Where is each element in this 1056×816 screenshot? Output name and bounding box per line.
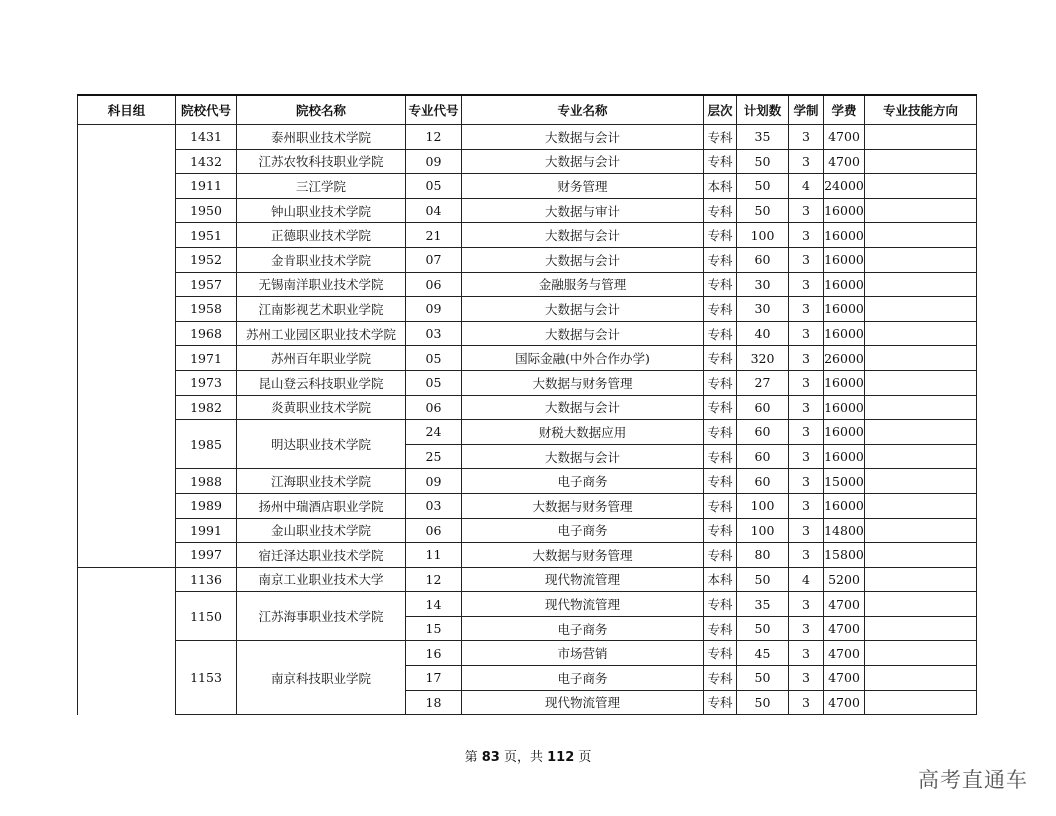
cell-level: 专科 (704, 420, 737, 445)
cell-major-code: 12 (406, 567, 462, 592)
cell-major-code: 09 (406, 149, 462, 174)
cell-major-name: 金融服务与管理 (462, 272, 704, 297)
cell-plan-count: 100 (737, 518, 789, 543)
cell-tuition: 4700 (824, 690, 865, 715)
cell-duration: 3 (789, 543, 824, 568)
table-row (78, 125, 977, 150)
cell-school-name: 宿迁泽达职业技术学院 (237, 543, 406, 568)
cell-major-name: 现代物流管理 (462, 592, 704, 617)
cell-tuition: 16000 (824, 321, 865, 346)
cell-tuition: 24000 (824, 174, 865, 199)
cell-school-code: 1968 (176, 321, 237, 346)
cell-plan-count: 60 (737, 395, 789, 420)
cell-plan-count: 50 (737, 149, 789, 174)
cell-skill-direction (865, 592, 977, 617)
cell-level: 专科 (704, 518, 737, 543)
cell-level: 专科 (704, 272, 737, 297)
cell-major-name: 电子商务 (462, 666, 704, 691)
header-plan-count: 计划数 (737, 95, 789, 125)
cell-school-name: 扬州中瑞酒店职业学院 (237, 493, 406, 518)
cell-duration: 3 (789, 149, 824, 174)
cell-major-code: 09 (406, 469, 462, 494)
cell-skill-direction (865, 543, 977, 568)
cell-school-code: 1432 (176, 149, 237, 174)
cell-plan-count: 320 (737, 346, 789, 371)
cell-level: 专科 (704, 493, 737, 518)
cell-school-code: 1988 (176, 469, 237, 494)
cell-skill-direction (865, 616, 977, 641)
page-footer (0, 746, 1056, 765)
cell-school-name: 明达职业技术学院 (237, 420, 406, 469)
cell-major-name: 市场营销 (462, 641, 704, 666)
cell-school-name: 江南影视艺术职业学院 (237, 297, 406, 322)
cell-school-name: 苏州工业园区职业技术学院 (237, 321, 406, 346)
cell-major-name: 电子商务 (462, 518, 704, 543)
cell-duration: 3 (789, 272, 824, 297)
cell-plan-count: 60 (737, 444, 789, 469)
cell-major-code: 16 (406, 641, 462, 666)
cell-school-code: 1958 (176, 297, 237, 322)
cell-plan-count: 100 (737, 493, 789, 518)
cell-duration: 3 (789, 616, 824, 641)
cell-tuition: 16000 (824, 247, 865, 272)
cell-level: 专科 (704, 395, 737, 420)
cell-tuition: 16000 (824, 493, 865, 518)
cell-major-name: 电子商务 (462, 616, 704, 641)
cell-duration: 4 (789, 174, 824, 199)
cell-major-name: 大数据与会计 (462, 125, 704, 150)
cell-tuition: 4700 (824, 616, 865, 641)
cell-tuition: 16000 (824, 198, 865, 223)
cell-plan-count: 50 (737, 666, 789, 691)
cell-major-name: 大数据与会计 (462, 321, 704, 346)
cell-major-code: 24 (406, 420, 462, 445)
cell-plan-count: 100 (737, 223, 789, 248)
cell-school-name: 金肯职业技术学院 (237, 247, 406, 272)
cell-school-name: 江苏海事职业技术学院 (237, 592, 406, 641)
cell-major-name: 大数据与财务管理 (462, 370, 704, 395)
cell-subject-group (78, 125, 176, 568)
cell-duration: 3 (789, 247, 824, 272)
cell-plan-count: 60 (737, 420, 789, 445)
table-row (78, 395, 977, 420)
footer-page-number: 83 (481, 750, 500, 765)
cell-plan-count: 50 (737, 567, 789, 592)
cell-school-name: 江苏农牧科技职业学院 (237, 149, 406, 174)
table-row (78, 370, 977, 395)
cell-major-name: 大数据与会计 (462, 223, 704, 248)
cell-major-code: 05 (406, 370, 462, 395)
cell-major-code: 25 (406, 444, 462, 469)
cell-school-name: 炎黄职业技术学院 (237, 395, 406, 420)
cell-duration: 3 (789, 493, 824, 518)
cell-school-code: 1997 (176, 543, 237, 568)
cell-school-code: 1985 (176, 420, 237, 469)
cell-school-code: 1431 (176, 125, 237, 150)
cell-school-code: 1991 (176, 518, 237, 543)
footer-middle: 页，共 (499, 750, 548, 765)
table-row (78, 223, 977, 248)
cell-duration: 3 (789, 420, 824, 445)
cell-level: 专科 (704, 321, 737, 346)
cell-tuition: 4700 (824, 125, 865, 150)
cell-duration: 3 (789, 690, 824, 715)
cell-major-name: 大数据与财务管理 (462, 543, 704, 568)
cell-plan-count: 45 (737, 641, 789, 666)
cell-major-code: 03 (406, 493, 462, 518)
cell-school-code: 1950 (176, 198, 237, 223)
table-row (78, 469, 977, 494)
cell-plan-count: 40 (737, 321, 789, 346)
header-major-code: 专业代号 (406, 95, 462, 125)
cell-skill-direction (865, 395, 977, 420)
cell-school-name: 无锡南洋职业技术学院 (237, 272, 406, 297)
footer-suffix: 页 (574, 750, 592, 765)
cell-major-code: 06 (406, 272, 462, 297)
table-row (78, 297, 977, 322)
cell-plan-count: 50 (737, 174, 789, 199)
cell-skill-direction (865, 493, 977, 518)
cell-tuition: 16000 (824, 272, 865, 297)
cell-major-code: 03 (406, 321, 462, 346)
cell-duration: 3 (789, 395, 824, 420)
footer-prefix: 第 (464, 750, 482, 765)
cell-major-code: 06 (406, 518, 462, 543)
cell-level: 本科 (704, 174, 737, 199)
cell-level: 专科 (704, 223, 737, 248)
cell-level: 专科 (704, 247, 737, 272)
cell-tuition: 16000 (824, 223, 865, 248)
cell-tuition: 4700 (824, 592, 865, 617)
table-row (78, 174, 977, 199)
cell-plan-count: 60 (737, 247, 789, 272)
cell-level: 专科 (704, 297, 737, 322)
table-row (78, 149, 977, 174)
cell-school-code: 1957 (176, 272, 237, 297)
header-tuition: 学费 (824, 95, 865, 125)
header-level: 层次 (704, 95, 737, 125)
cell-school-name: 江海职业技术学院 (237, 469, 406, 494)
cell-school-code: 1973 (176, 370, 237, 395)
cell-duration: 3 (789, 518, 824, 543)
table-row (78, 198, 977, 223)
cell-tuition: 4700 (824, 641, 865, 666)
table-row (78, 272, 977, 297)
cell-tuition: 16000 (824, 297, 865, 322)
cell-skill-direction (865, 272, 977, 297)
cell-major-code: 11 (406, 543, 462, 568)
enrollment-plan-table (77, 94, 977, 715)
cell-duration: 3 (789, 223, 824, 248)
cell-level: 本科 (704, 567, 737, 592)
table-row (78, 592, 977, 617)
cell-major-code: 07 (406, 247, 462, 272)
cell-plan-count: 80 (737, 543, 789, 568)
cell-major-code: 04 (406, 198, 462, 223)
cell-school-code: 1911 (176, 174, 237, 199)
cell-major-code: 21 (406, 223, 462, 248)
cell-major-name: 财务管理 (462, 174, 704, 199)
cell-skill-direction (865, 469, 977, 494)
cell-plan-count: 27 (737, 370, 789, 395)
table-row (78, 346, 977, 371)
cell-subject-group (78, 567, 176, 715)
cell-major-name: 大数据与会计 (462, 149, 704, 174)
cell-school-code: 1153 (176, 641, 237, 715)
table-header-row (78, 95, 977, 125)
cell-school-code: 1971 (176, 346, 237, 371)
table-row (78, 567, 977, 592)
cell-duration: 3 (789, 444, 824, 469)
cell-level: 专科 (704, 543, 737, 568)
cell-skill-direction (865, 370, 977, 395)
cell-skill-direction (865, 321, 977, 346)
header-duration: 学制 (789, 95, 824, 125)
table-row (78, 518, 977, 543)
cell-major-code: 17 (406, 666, 462, 691)
cell-school-code: 1136 (176, 567, 237, 592)
cell-tuition: 16000 (824, 395, 865, 420)
cell-level: 专科 (704, 641, 737, 666)
cell-duration: 3 (789, 125, 824, 150)
cell-tuition: 16000 (824, 420, 865, 445)
cell-duration: 3 (789, 469, 824, 494)
cell-plan-count: 35 (737, 592, 789, 617)
cell-level: 专科 (704, 690, 737, 715)
cell-major-code: 05 (406, 174, 462, 199)
cell-duration: 3 (789, 198, 824, 223)
header-school-code: 院校代号 (176, 95, 237, 125)
cell-skill-direction (865, 297, 977, 322)
cell-school-name: 三江学院 (237, 174, 406, 199)
cell-major-code: 05 (406, 346, 462, 371)
cell-school-name: 金山职业技术学院 (237, 518, 406, 543)
cell-skill-direction (865, 567, 977, 592)
header-skill-direction: 专业技能方向 (865, 95, 977, 125)
cell-school-code: 1150 (176, 592, 237, 641)
cell-major-name: 大数据与会计 (462, 444, 704, 469)
cell-duration: 3 (789, 666, 824, 691)
cell-duration: 3 (789, 592, 824, 617)
table-row (78, 247, 977, 272)
table-row (78, 321, 977, 346)
cell-skill-direction (865, 641, 977, 666)
cell-major-code: 12 (406, 125, 462, 150)
cell-school-name: 苏州百年职业学院 (237, 346, 406, 371)
cell-tuition: 16000 (824, 444, 865, 469)
cell-skill-direction (865, 346, 977, 371)
cell-level: 专科 (704, 370, 737, 395)
header-school-name: 院校名称 (237, 95, 406, 125)
cell-school-code: 1952 (176, 247, 237, 272)
cell-school-name: 南京科技职业学院 (237, 641, 406, 715)
cell-level: 专科 (704, 444, 737, 469)
cell-school-name: 钟山职业技术学院 (237, 198, 406, 223)
table-row (78, 420, 977, 445)
cell-major-name: 现代物流管理 (462, 567, 704, 592)
cell-skill-direction (865, 420, 977, 445)
cell-skill-direction (865, 223, 977, 248)
cell-plan-count: 50 (737, 198, 789, 223)
cell-level: 专科 (704, 346, 737, 371)
cell-skill-direction (865, 666, 977, 691)
table-row (78, 493, 977, 518)
cell-plan-count: 30 (737, 272, 789, 297)
cell-skill-direction (865, 125, 977, 150)
table-row (78, 641, 977, 666)
cell-school-code: 1951 (176, 223, 237, 248)
cell-major-code: 09 (406, 297, 462, 322)
cell-school-name: 昆山登云科技职业学院 (237, 370, 406, 395)
cell-skill-direction (865, 444, 977, 469)
cell-major-name: 大数据与会计 (462, 247, 704, 272)
cell-school-name: 正德职业技术学院 (237, 223, 406, 248)
cell-school-name: 南京工业职业技术大学 (237, 567, 406, 592)
cell-duration: 3 (789, 297, 824, 322)
cell-major-name: 大数据与审计 (462, 198, 704, 223)
cell-plan-count: 50 (737, 690, 789, 715)
cell-skill-direction (865, 690, 977, 715)
cell-major-name: 财税大数据应用 (462, 420, 704, 445)
cell-duration: 3 (789, 346, 824, 371)
cell-skill-direction (865, 247, 977, 272)
cell-tuition: 14800 (824, 518, 865, 543)
cell-major-name: 电子商务 (462, 469, 704, 494)
cell-level: 专科 (704, 149, 737, 174)
cell-duration: 3 (789, 370, 824, 395)
cell-tuition: 15000 (824, 469, 865, 494)
cell-major-code: 15 (406, 616, 462, 641)
header-subject-group: 科目组 (78, 95, 176, 125)
table-body (78, 125, 977, 715)
cell-tuition: 26000 (824, 346, 865, 371)
cell-skill-direction (865, 174, 977, 199)
cell-major-name: 现代物流管理 (462, 690, 704, 715)
cell-plan-count: 50 (737, 616, 789, 641)
cell-school-name: 泰州职业技术学院 (237, 125, 406, 150)
cell-level: 专科 (704, 469, 737, 494)
cell-skill-direction (865, 149, 977, 174)
cell-level: 专科 (704, 198, 737, 223)
cell-skill-direction (865, 518, 977, 543)
cell-school-code: 1982 (176, 395, 237, 420)
cell-plan-count: 35 (737, 125, 789, 150)
cell-tuition: 15800 (824, 543, 865, 568)
cell-level: 专科 (704, 592, 737, 617)
cell-tuition: 4700 (824, 666, 865, 691)
cell-level: 专科 (704, 125, 737, 150)
cell-school-code: 1989 (176, 493, 237, 518)
cell-plan-count: 30 (737, 297, 789, 322)
cell-duration: 4 (789, 567, 824, 592)
cell-tuition: 4700 (824, 149, 865, 174)
cell-major-code: 18 (406, 690, 462, 715)
watermark: 高考直通车 (918, 768, 1028, 792)
cell-level: 专科 (704, 616, 737, 641)
cell-tuition: 16000 (824, 370, 865, 395)
cell-major-code: 14 (406, 592, 462, 617)
header-major-name: 专业名称 (462, 95, 704, 125)
cell-major-name: 大数据与财务管理 (462, 493, 704, 518)
cell-level: 专科 (704, 666, 737, 691)
cell-major-name: 大数据与会计 (462, 297, 704, 322)
cell-skill-direction (865, 198, 977, 223)
table-row (78, 543, 977, 568)
cell-major-code: 06 (406, 395, 462, 420)
cell-major-name: 大数据与会计 (462, 395, 704, 420)
cell-plan-count: 60 (737, 469, 789, 494)
cell-duration: 3 (789, 321, 824, 346)
footer-total-pages: 112 (547, 750, 575, 765)
cell-major-name: 国际金融(中外合作办学) (462, 346, 704, 371)
cell-tuition: 5200 (824, 567, 865, 592)
cell-duration: 3 (789, 641, 824, 666)
